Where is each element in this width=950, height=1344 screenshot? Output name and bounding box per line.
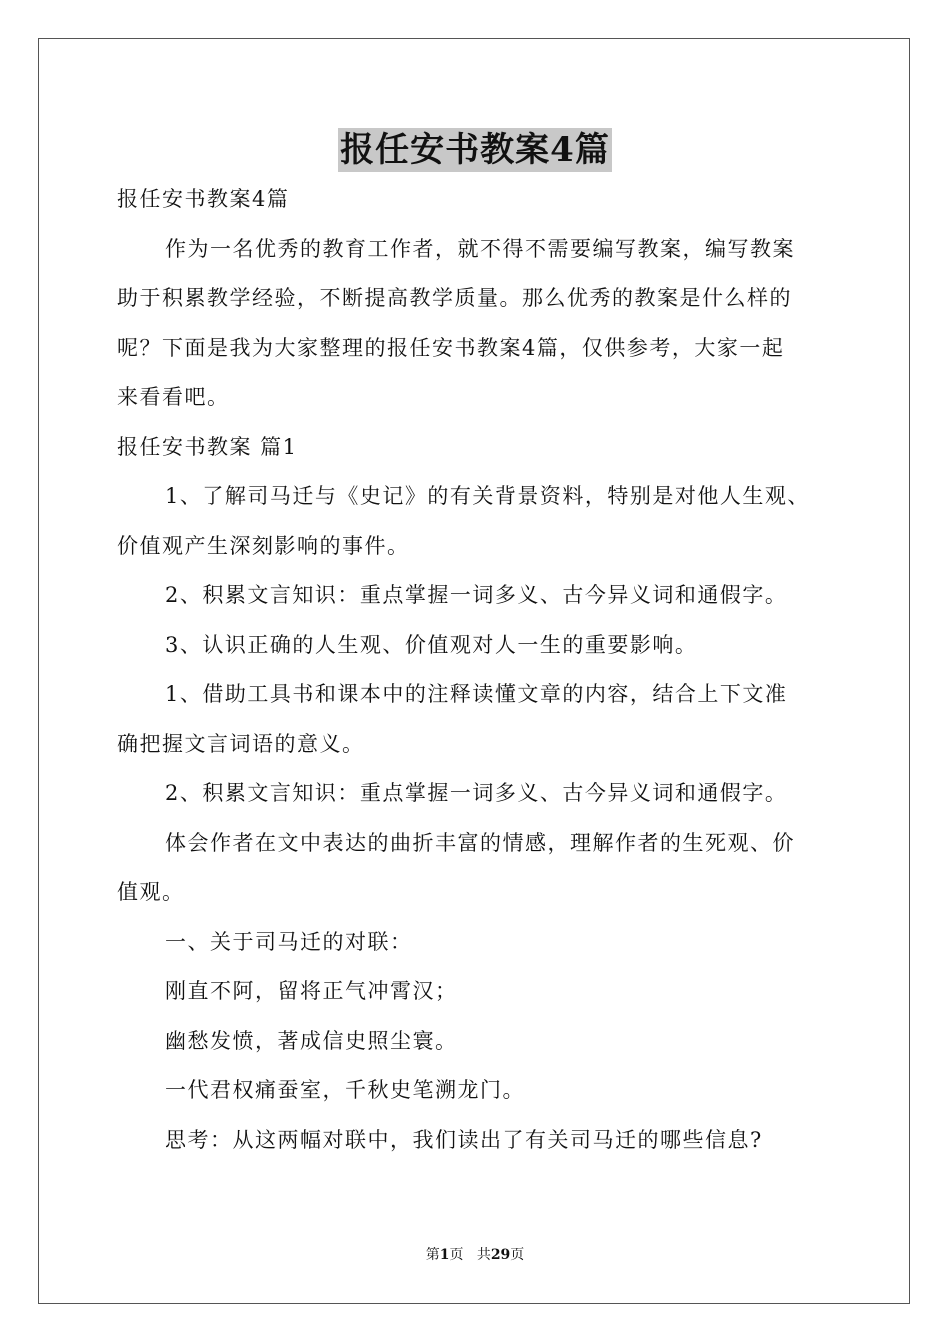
text-line: 作为一名优秀的教育工作者，就不得不需要编写教案，编写教案 <box>165 236 795 261</box>
footer-total-suffix: 页 <box>510 1247 525 1263</box>
text-line: 呢？下面是我为大家整理的报任安书教案4篇，仅供参考，大家一起 <box>117 335 785 360</box>
document-title: 报任安书教案4篇 <box>340 130 610 170</box>
text-line: 报任安书教案 篇1 <box>117 434 298 459</box>
page-footer <box>0 1244 950 1264</box>
text-line: 来看看吧。 <box>117 385 230 409</box>
text-line: 价值观产生深刻影响的事件。 <box>117 533 410 558</box>
text-line: 3、认识正确的人生观、价值观对人一生的重要影响。 <box>165 632 698 657</box>
footer-total-prefix: 共 <box>476 1247 491 1263</box>
text-line: 体会作者在文中表达的曲折丰富的情感，理解作者的生死观、价 <box>165 830 795 855</box>
text-line: 值观。 <box>117 880 185 904</box>
text-line: 思考：从这两幅对联中，我们读出了有关司马迁的哪些信息? <box>165 1127 763 1152</box>
text-line: 1、借助工具书和课本中的注释读懂文章的内容，结合上下文准 <box>165 682 788 706</box>
document-body <box>117 182 847 1172</box>
text-line: 一代君权痛蚕室，千秋史笔溯龙门。 <box>165 1078 525 1102</box>
text-line: 幽愁发愤，著成信史照尘寰。 <box>165 1028 458 1053</box>
text-line: 助于积累教学经验，不断提高教学质量。那么优秀的教案是什么样的 <box>117 286 792 310</box>
footer-total-pages: 29 <box>490 1247 511 1263</box>
text-line: 一、关于司马迁的对联： <box>165 929 413 954</box>
text-line: 2、积累文言知识：重点掌握一词多义、古今异义词和通假字。 <box>165 781 788 805</box>
text-line: 2、积累文言知识：重点掌握一词多义、古今异义词和通假字。 <box>165 583 788 607</box>
text-line: 确把握文言词语的意义。 <box>117 731 365 756</box>
text-line: 1、了解司马迁与《史记》的有关背景资料，特别是对他人生观、 <box>165 484 810 508</box>
document-title-wrap <box>0 122 950 171</box>
footer-page-number: 1 <box>439 1247 450 1263</box>
footer-page-suffix: 页 <box>449 1247 464 1263</box>
text-line: 刚直不阿，留将正气冲霄汉； <box>165 979 458 1003</box>
footer-prefix: 第 <box>425 1247 440 1263</box>
text-line: 报任安书教案4篇 <box>117 187 290 211</box>
